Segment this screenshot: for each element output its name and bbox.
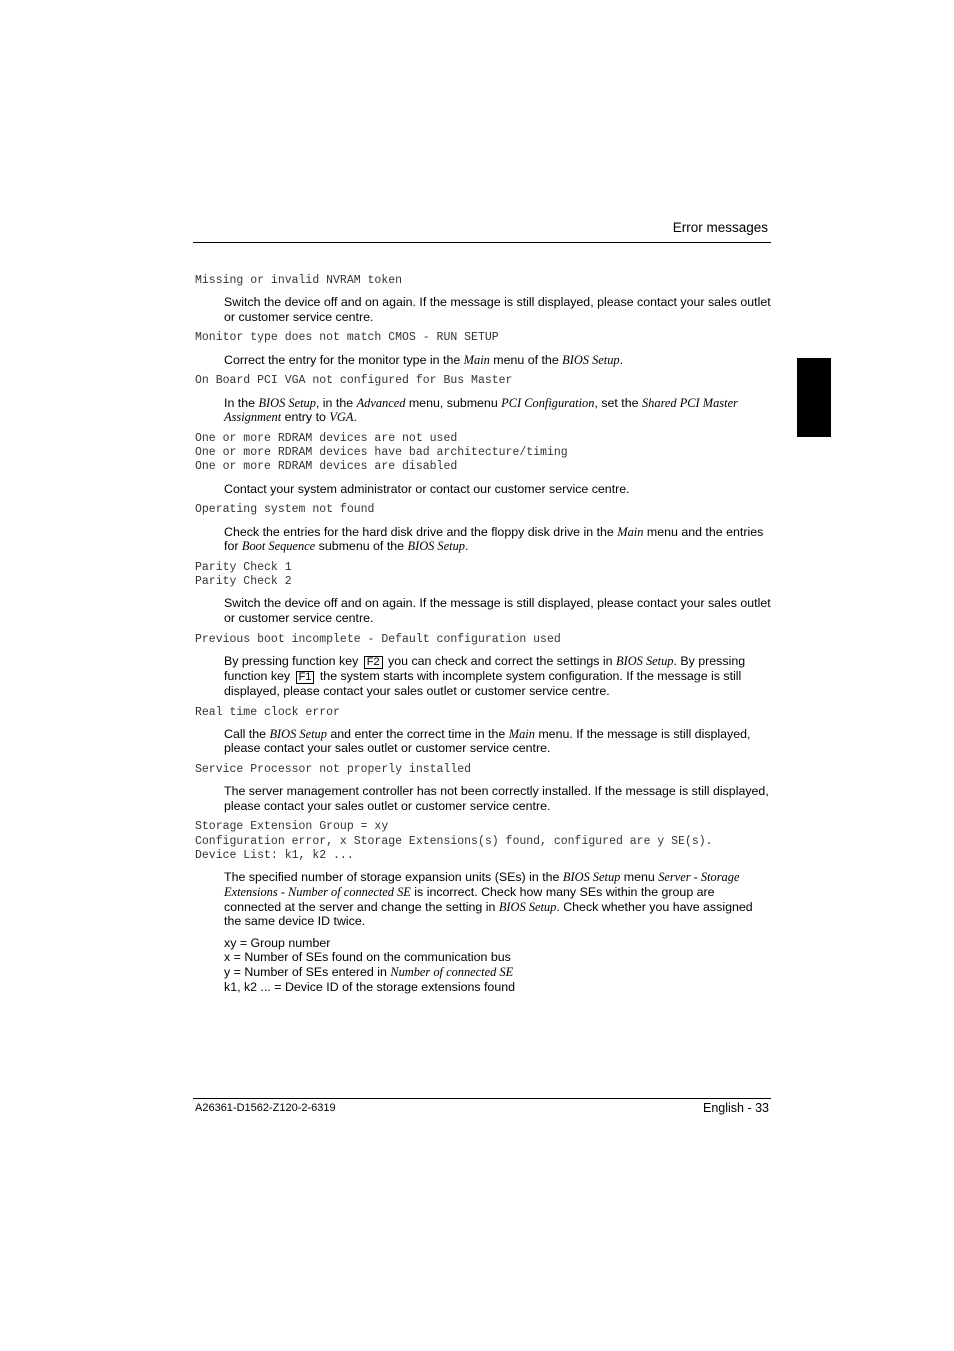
menu-term: Shared PCI Master Assignment — [224, 395, 738, 425]
error-description: Call the BIOS Setup and enter the correct time in the Main menu. If the message is still displayed, please contact your sales outlet or customer service centre. — [224, 726, 751, 756]
menu-term: Main — [508, 726, 535, 741]
legend-line: k1, k2 ... = Device ID of the storage extensions found — [224, 979, 515, 994]
menu-term: Main — [617, 524, 644, 539]
error-message-list — [195, 274, 771, 1001]
error-code: Service Processor not properly installed — [195, 762, 472, 776]
variable-legend — [224, 936, 771, 994]
menu-term: BIOS Setup — [562, 870, 621, 885]
running-header: Error messages — [672, 220, 768, 235]
error-code: Real time clock error — [195, 705, 340, 719]
page-number: English - 33 — [702, 1101, 769, 1115]
error-description: By pressing function key F2 you can check and correct the settings in BIOS Setup. By pressing function key F1 the system starts with incomplete system configuration. If the message is still displayed, please contact your sales outlet or customer service centre. — [224, 653, 746, 698]
menu-term: Advanced — [356, 395, 406, 410]
menu-term: PCI Configuration — [501, 395, 595, 410]
f1-key-icon: F1 — [296, 671, 315, 684]
error-code: Operating system not found — [195, 503, 375, 517]
error-code: Previous boot incomplete - Default configuration used — [195, 632, 561, 646]
menu-term: Server - Storage Extensions - Number of connected SE — [224, 870, 740, 899]
error-description: Switch the device off and on again. If the message is still displayed, please contact your sales outlet or customer service centre. — [224, 596, 771, 626]
error-code: Missing or invalid NVRAM token — [195, 274, 403, 287]
error-description: Check the entries for the hard disk drive and the floppy disk drive in the Main menu and the entries for Boot Sequence submenu of the BIOS Setup. — [224, 524, 764, 554]
error-description: The specified number of storage expansion units (SEs) in the BIOS Setup menu Server - Storage Extensions - Number of connected SE is incorrect. Check how many SEs within the group are connected at the server and change the setting in BIOS Setup. Check whether you have assigned the same device ID twice. — [224, 870, 753, 929]
menu-term: VGA — [329, 410, 354, 425]
error-code: One or more RDRAM devices are not used One or more RDRAM devices have bad architecture/timing One or more RDRAM devices are disabled — [195, 431, 568, 474]
f2-key-icon: F2 — [364, 656, 383, 669]
error-code: Storage Extension Group = xy Configuration error, x Storage Extensions(s) found, configured are y SE(s). Device List: k1, k2 ... — [195, 820, 713, 863]
error-description: The server management controller has not been correctly installed. If the message is still displayed, please contact your sales outlet or customer service centre. — [224, 784, 769, 813]
menu-term: BIOS Setup — [258, 395, 316, 410]
error-description: Correct the entry for the monitor type in the Main menu of the BIOS Setup. — [224, 352, 624, 367]
document-id: A26361-D1562-Z120-2-6319 — [195, 1102, 336, 1114]
chapter-tab-marker — [797, 358, 831, 437]
menu-term: Main — [463, 352, 490, 367]
legend-line: xy = Group number — [224, 935, 331, 950]
footer-rule — [193, 1098, 771, 1099]
menu-term: BIOS Setup — [269, 726, 327, 741]
menu-term: Boot Sequence — [241, 539, 316, 554]
legend-line: x = Number of SEs found on the communication bus — [224, 950, 511, 965]
error-description: In the BIOS Setup, in the Advanced menu, submenu PCI Configuration, set the Shared PCI Master Assignment entry to VGA. — [224, 395, 738, 425]
menu-term: BIOS Setup — [498, 899, 557, 914]
header-rule — [193, 242, 771, 243]
menu-term: BIOS Setup — [407, 539, 465, 554]
menu-term: Number of connected SE — [390, 964, 514, 979]
error-description: Switch the device off and on again. If the message is still displayed, please contact your sales outlet or customer service centre. — [224, 295, 771, 324]
error-code: Parity Check 1 Parity Check 2 — [195, 560, 292, 589]
menu-term: BIOS Setup — [616, 653, 674, 668]
error-code: Monitor type does not match CMOS - RUN SETUP — [195, 331, 499, 345]
error-description: Contact your system administrator or contact our customer service centre. — [224, 481, 630, 496]
menu-term: BIOS Setup — [562, 352, 620, 367]
error-code: On Board PCI VGA not configured for Bus Master — [195, 374, 513, 388]
legend-line: y = Number of SEs entered in Number of connected SE — [224, 964, 514, 979]
